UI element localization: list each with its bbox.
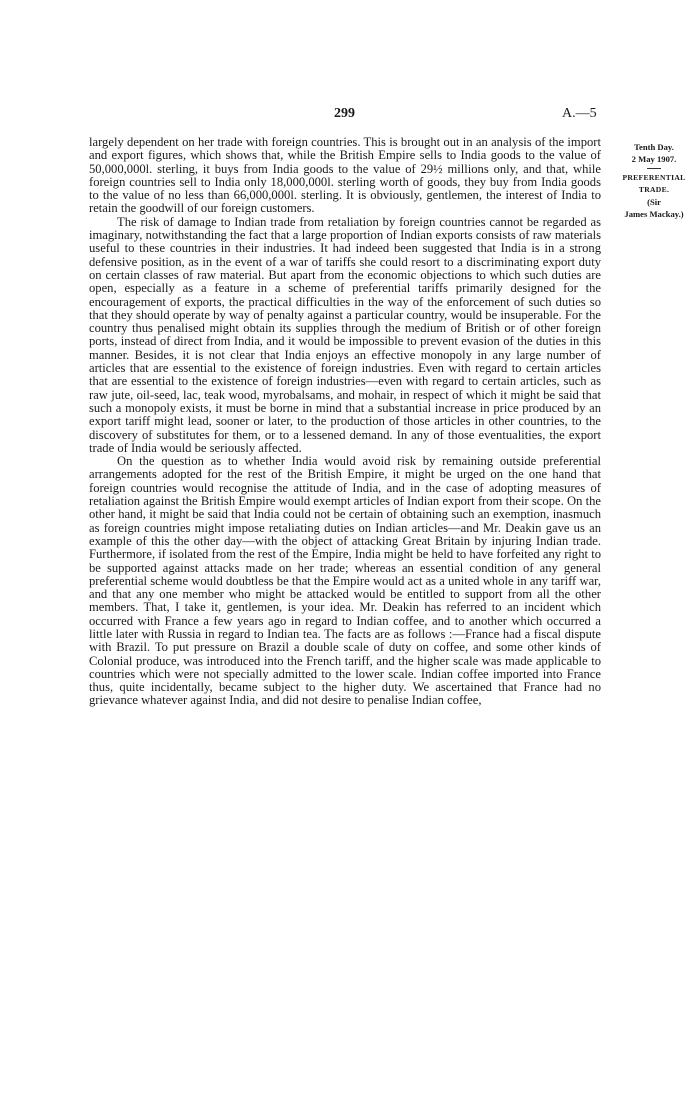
paragraph-continuation: largely dependent on her trade with foreign countries. This is brought out in an analysis of the import and export figures, which shows that, while the British Empire sells to India goods to the value of 50,000,000l. sterling, it buys from India goods to the value of 29½ millions only, and that, while foreign countries sell to India only 18,000,000l. sterling worth of goods, they buy from India goods to the value of no less than 66,000,000l. sterling. It is obviously, gentlemen, the interest of India to retain the goodwill of our foreign customers.	[89, 135, 601, 216]
page-number: 299	[334, 106, 355, 121]
body-text	[89, 136, 601, 708]
margin-note	[614, 141, 694, 220]
margin-note-speaker-line2: James Mackay.)	[624, 209, 684, 219]
margin-note-day: Tenth Day.	[634, 142, 674, 152]
margin-note-date: 2 May 1907.	[631, 154, 677, 164]
sheet-reference: A.—5	[562, 106, 597, 121]
margin-note-subject-line2: TRADE.	[638, 185, 670, 194]
paragraph-retaliation-risk: The risk of damage to Indian trade from retaliation by foreign countries cannot be regarded as imaginary, notwithstanding the fact that a large proportion of Indian exports consists of raw materials useful to these countries in their industries. It had indeed been suggested that India is in a strong defensive position, as in the event of a war of tariffs she could resort to a discriminating export duty on certain classes of raw material. But apart from the economic objections to which such duties are open, especially as a feature in a scheme of preferential tariffs primarily designed for the encouragement of exports, the practical difficulties in the way of the enforcement of such duties so that they should operate by way of penalty against a particular country, would be insuperable. For the country thus penalised might obtain its supplies through the medium of British or of other foreign ports, instead of direct from India, and it would be impossible to prevent evasion of the duties in this manner. Besides, it is not clear that India enjoys an effective monopoly in any large number of articles that are essential to the existence of foreign industries. Even with regard to certain articles that are essential to the existence of foreign industries—even with regard to certain articles, such as raw jute, oil-seed, lac, teak wood, myrobalsams, and mohair, in respect of which it might be said that such a monopoly exists, it must be borne in mind that a substantial increase in price produced by an export tariff might lead, sooner or later, to the production of those articles in other countries, to the discovery of substitutes for them, or to a lessened demand. In any of those eventualities, the export trade of India would be seriously affected.	[89, 214, 601, 455]
margin-note-subject-line1: PREFERENTIAL	[622, 173, 686, 182]
margin-note-speaker-line1: (Sir	[647, 197, 661, 207]
paragraph-preferential-arrangements: On the question as to whether India would avoid risk by remaining outside preferential arrangements adopted for the rest of the British Empire, it might be urged on the one hand that foreign countries would recognise the attitude of India, and in the case of adopting measures of retaliation against the British Empire would exempt articles of Indian export from their scope. On the other hand, it might be said that India could not be certain of obtaining such an exemption, inasmuch as foreign countries might impose retaliating duties on Indian articles—and Mr. Deakin gave us an example of this the other day—with the object of attacking Great Britain by injuring Indian trade. Furthermore, if isolated from the rest of the Empire, India might be held to have forfeited any right to be supported against attacks made on her trade; whereas an essential condition of any general preferential scheme would doubtless be that the Empire would act as a united whole in any tariff war, and that any one member who might be attacked would be entitled to support from all the other members. That, I take it, gentlemen, is your idea. Mr. Deakin has referred to an incident which occurred with France a few years ago in regard to Indian coffee, and to another which occurred a little later with Russia in regard to Indian tea. The facts are as follows :—France had a fiscal dispute with Brazil. To put pressure on Brazil a double scale of duty on coffee, and some other kinds of Colonial produce, was introduced into the French tariff, and the higher scale was made applicable to countries which were not specially admitted to the lower scale. Indian coffee imported into France thus, quite incidentally, became subject to the higher duty. We ascertained that France had no grievance whatever against India, and did not desire to penalise Indian coffee,	[89, 454, 601, 708]
margin-note-divider	[647, 168, 661, 169]
